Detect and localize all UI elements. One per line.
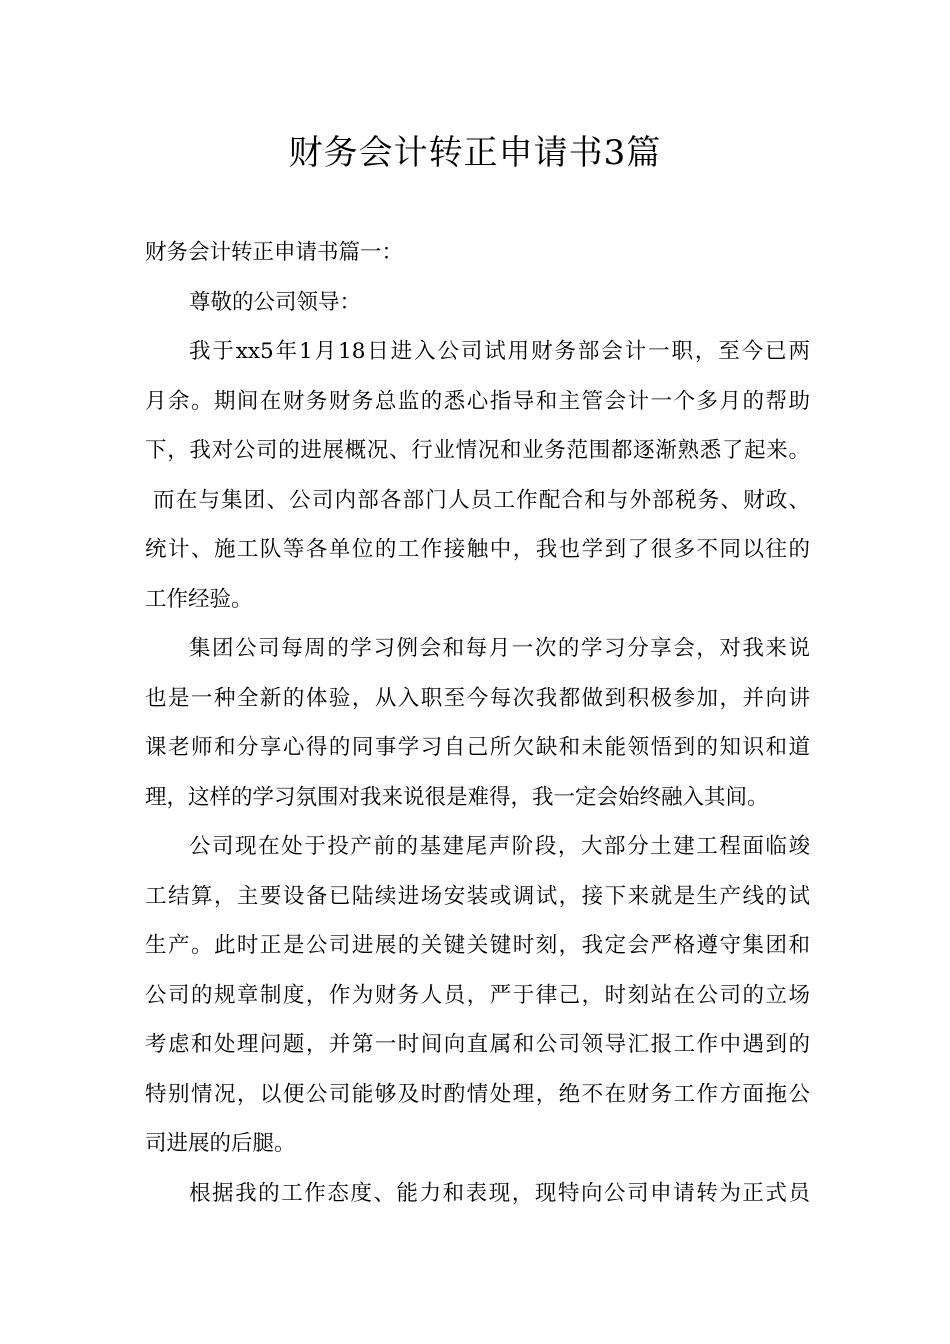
text-line: 下，我对公司的进展概况、行业情况和业务范围都逐渐熟悉了起来。 — [145, 438, 810, 463]
text-line: 司进展的后腿。 — [145, 1131, 296, 1156]
text-line: 公司现在处于投产前的基建尾声阶段，大部分土建工程面临竣 — [189, 834, 810, 859]
text-line: 考虑和处理问题，并第一时间向直属和公司领导汇报工作中遇到的 — [145, 1032, 810, 1057]
text-line: 根据我的工作态度、能力和表现，现特向公司申请转为正式员 — [189, 1180, 810, 1206]
document-title: 财务会计转正申请书3篇 — [288, 133, 662, 173]
text-line: 月余。期间在财务财务总监的悉心指导和主管会计一个多月的帮助 — [145, 388, 810, 414]
text-line: 我于xx5年1月18日进入公司试用财务部会计一职，至今已两 — [189, 339, 810, 364]
text-line: 统计、施工队等各单位的工作接触中，我也学到了很多不同以往的 — [145, 537, 810, 562]
text-line: 课老师和分享心得的同事学习自己所欠缺和未能领悟到的知识和道 — [145, 735, 810, 760]
text-line: 工结算，主要设备已陆续进场安装或调试，接下来就是生产线的试 — [145, 883, 810, 909]
text-line: 而在与集团、公司内部各部门人员工作配合和与外部税务、财政、 — [153, 487, 810, 513]
text-line: 尊敬的公司领导： — [189, 289, 362, 315]
text-line: 也是一种全新的体验，从入职至今每次我都做到积极参加，并向讲 — [145, 685, 810, 711]
text-line: 工作经验。 — [145, 586, 253, 612]
document-body — [145, 228, 810, 1218]
text-line: 财务会计转正申请书篇一： — [145, 240, 404, 265]
text-line: 公司的规章制度，作为财务人员，严于律己，时刻站在公司的立场 — [145, 982, 810, 1008]
text-line: 理，这样的学习氛围对我来说很是难得，我一定会始终融入其间。 — [145, 784, 769, 810]
text-line: 集团公司每周的学习例会和每月一次的学习分享会，对我来说 — [189, 636, 810, 661]
text-line: 特别情况，以便公司能够及时酌情处理，绝不在财务工作方面拖公 — [145, 1081, 810, 1107]
text-line: 生产。此时正是公司进展的关键关键时刻，我定会严格遵守集团和 — [145, 933, 810, 958]
